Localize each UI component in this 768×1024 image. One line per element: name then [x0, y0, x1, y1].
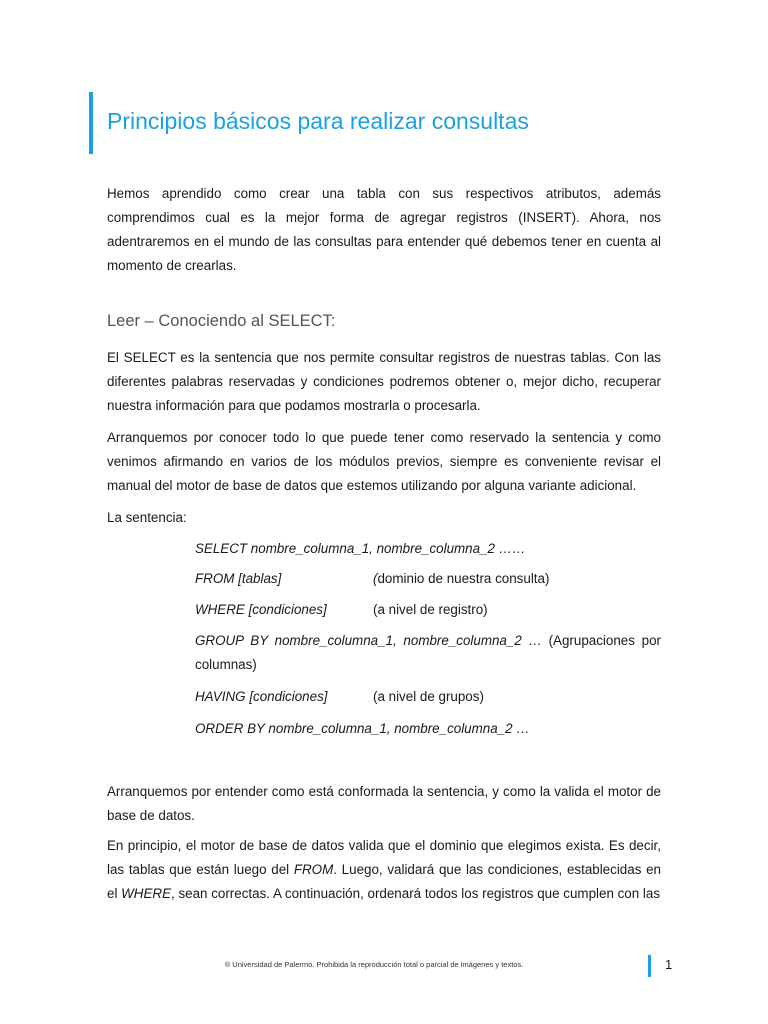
syntax-from: FROM [tablas] — [195, 571, 282, 586]
syntax-where-line — [195, 598, 488, 622]
syntax-group-by-desc: (Agrupaciones por columnas) — [195, 633, 661, 672]
syntax-having: HAVING [condiciones] — [195, 689, 328, 704]
syntax-group-by-line — [195, 629, 661, 677]
syntax-where-desc: (a nivel de registro) — [373, 602, 488, 617]
syntax-order-by: ORDER BY nombre_columna_1, nombre_columna_2 … — [195, 721, 530, 736]
syntax-select-line — [195, 537, 525, 561]
footer-copyright: ® Universidad de Palermo. Prohibida la reproducción total o parcial de imágenes y textos. — [224, 960, 524, 969]
section-heading: Leer – Conociendo al SELECT: — [107, 312, 336, 330]
footer-accent-bar — [648, 955, 651, 977]
manual-advice-paragraph: Arranquemos por conocer todo lo que puede tener como reservado la sentencia y como venimos afirmando en varios de los módulos previos, siempre es conveniente revisar el manual del motor de base de datos que estemos utilizando por alguna variante adicional. — [107, 430, 661, 493]
validation-paragraph — [107, 834, 661, 906]
page-title: Principios básicos para realizar consultas — [107, 108, 529, 134]
syntax-from-desc — [373, 567, 549, 591]
syntax-having-desc: (a nivel de grupos) — [373, 689, 484, 704]
syntax-where: WHERE [condiciones] — [195, 602, 327, 617]
validation-where-keyword: WHERE — [121, 886, 171, 901]
select-description-paragraph: El SELECT es la sentencia que nos permite consultar registros de nuestras tablas. Con las diferentes palabras reservadas y condiciones podremos obtener o, mejor dicho, recuperar nuestra información para que podamos mostrarla o procesarla. — [107, 350, 661, 413]
syntax-order-by-line — [195, 717, 530, 741]
syntax-having-line — [195, 685, 484, 709]
sentence-label: La sentencia: — [107, 510, 187, 525]
validation-text-a: En principio, el motor de base de datos valida que el dominio que elegimos exista. Es decir, las tablas que están luego del — [107, 838, 661, 877]
syntax-from-paren: ( — [373, 571, 378, 586]
validation-text-c: , sean correctas. A continuación, ordenará todos los registros que cumplen con las — [171, 886, 661, 901]
syntax-from-line — [195, 567, 550, 591]
intro-paragraph: Hemos aprendido como crear una tabla con sus respectivos atributos, además comprendimos cual es la mejor forma de agregar registros (INSERT). Ahora, nos adentraremos en el mundo de las consultas para entender qué debemos tener en cuenta al momento de crearlas. — [107, 186, 661, 273]
title-accent-bar — [89, 92, 93, 154]
validation-from-keyword: FROM — [293, 862, 334, 877]
validation-text-b: . Luego, validará que las condiciones, establecidas en el — [107, 862, 661, 901]
sentence-structure-paragraph: Arranquemos por entender como está conformada la sentencia, y como la valida el motor de base de datos. — [107, 784, 661, 823]
syntax-select: SELECT nombre_columna_1, nombre_columna_2 …… — [195, 541, 526, 556]
syntax-group-by: GROUP BY nombre_columna_1, nombre_columna_2 … — [195, 633, 542, 648]
page-number: 1 — [665, 957, 673, 972]
syntax-from-desc-text: dominio de nuestra consulta) — [377, 571, 550, 586]
